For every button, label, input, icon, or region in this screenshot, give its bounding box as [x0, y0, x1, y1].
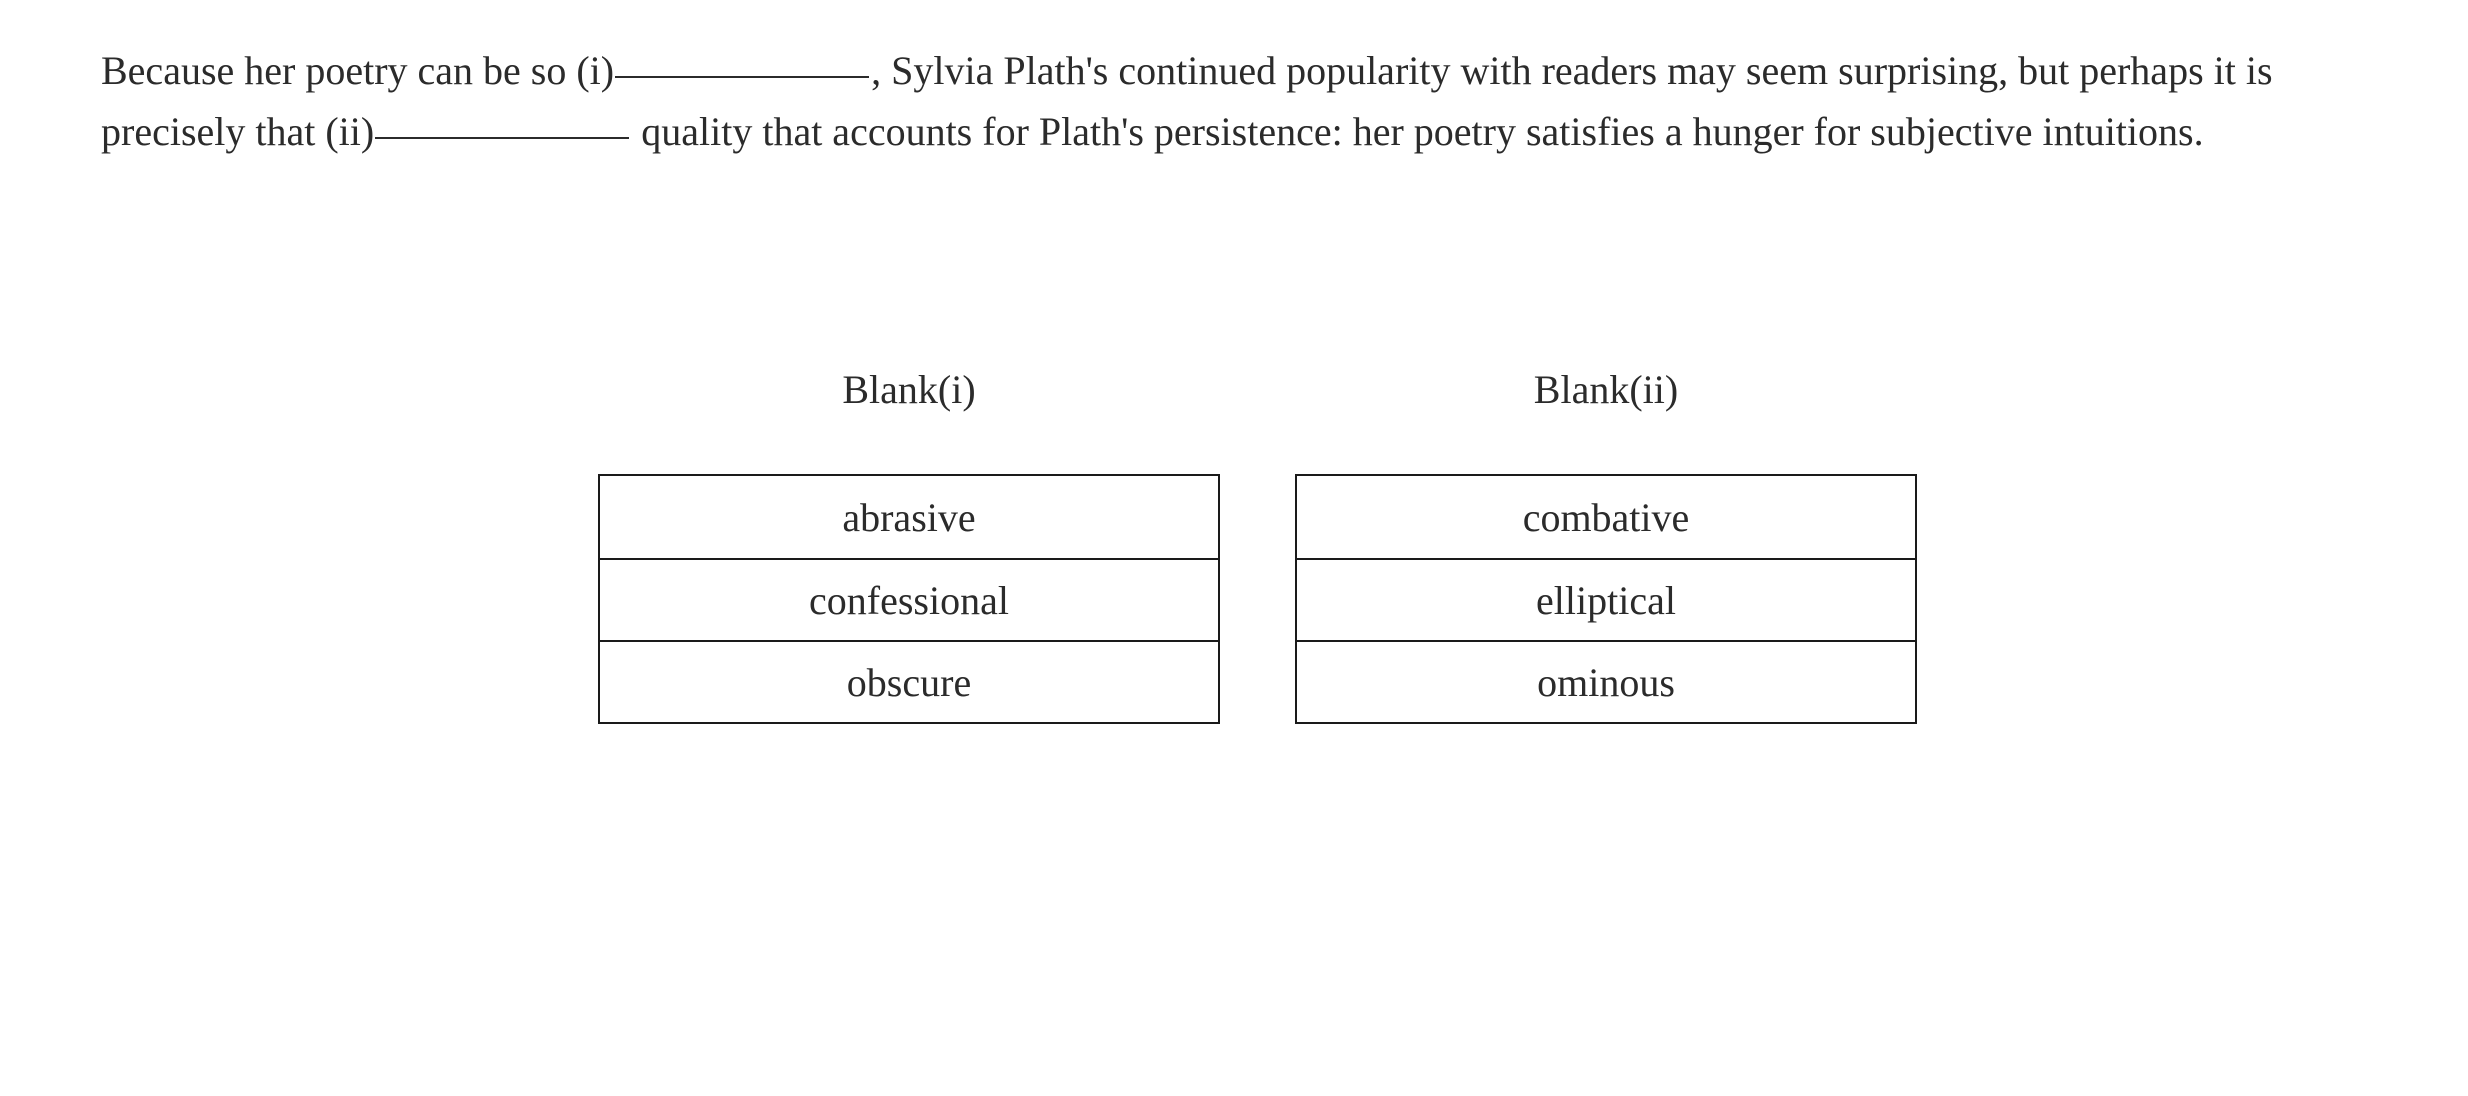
question-part-1: Because her poetry can be so (i) — [101, 48, 615, 93]
blank-i-option-confessional[interactable]: confessional — [600, 558, 1218, 640]
blank-ii-option-combative[interactable]: combative — [1297, 476, 1915, 558]
blank-ii-option-elliptical[interactable]: elliptical — [1297, 558, 1915, 640]
blank-ii-choices — [1295, 474, 1917, 724]
blank-i-title: Blank(i) — [842, 367, 976, 412]
blank-ii-column — [1295, 360, 1917, 724]
blank-i-column — [598, 360, 1220, 724]
question-part-2: , Sylvia Plath's continued popularity with readers may seem surprising, but perhaps it is precisely that (ii) — [101, 48, 2273, 154]
blank-i-choices — [598, 474, 1220, 724]
question-part-3: quality that accounts for Plath's persistence: her poetry satisfies a hunger for subjective intuitions. — [631, 109, 2204, 154]
question-text — [101, 40, 2401, 162]
blank-ii-line — [375, 137, 629, 139]
blank-i-option-obscure[interactable]: obscure — [600, 640, 1218, 722]
blank-i-line — [615, 76, 869, 78]
blank-i-option-abrasive[interactable]: abrasive — [600, 476, 1218, 558]
blank-ii-title: Blank(ii) — [1533, 367, 1679, 412]
blank-ii-option-ominous[interactable]: ominous — [1297, 640, 1915, 722]
